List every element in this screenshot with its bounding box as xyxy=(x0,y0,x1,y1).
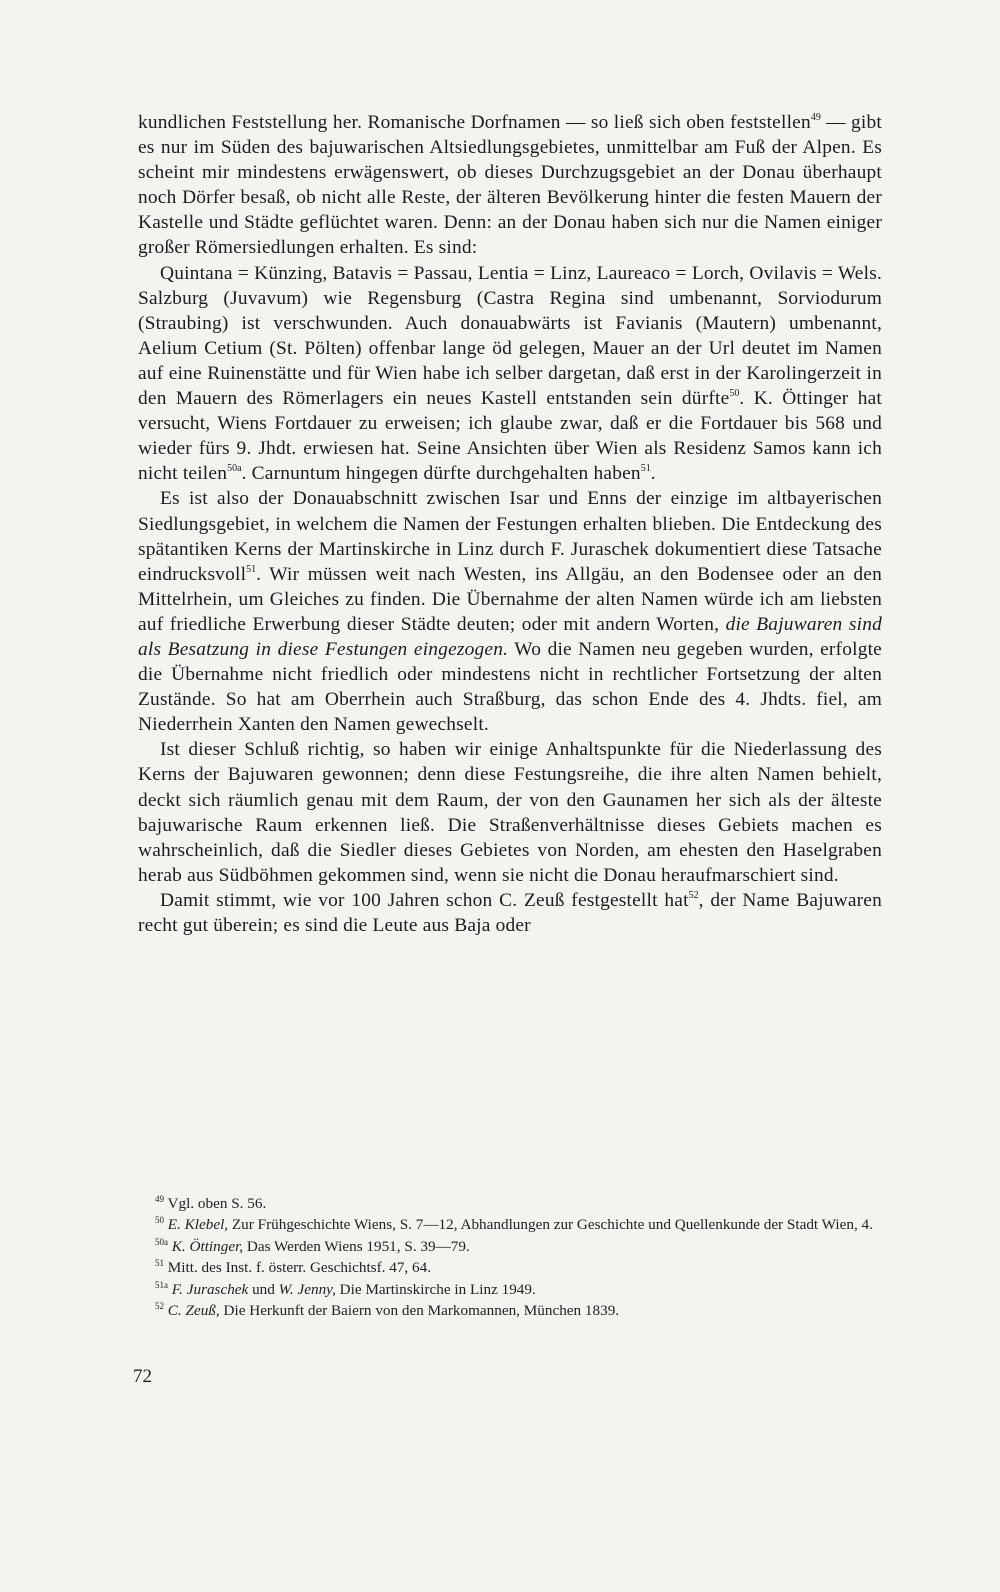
paragraph xyxy=(138,110,882,261)
text-run: . Carnuntum hingegen dürfte durchgehalten haben xyxy=(241,463,641,485)
footnote-ref: 51 xyxy=(640,463,651,475)
footnote-ref: 52 xyxy=(688,889,699,901)
footnote-ref: 49 xyxy=(810,112,821,123)
page-number: 72 xyxy=(133,1366,152,1387)
text-run: Das Werden Wiens 1951, S. 39—79. xyxy=(243,1237,470,1255)
text-run: — gibt es nur im Süden des bajuwarischen Altsiedlungsgebietes, unmittelbar am Fuß der Alpen. Es scheint mir mindestens erwägenswert, ob dieses Durchzugsgebiet an der Donau überhaupt noch Dörfer besaß, ob nicht alle Reste, der älteren Bevölkerung hinter die festen Mauern der Kastelle und Städte geflüchtet waren. Denn: an der Donau haben sich nur die Namen einiger großer Römersiedlungen erhalten. Es sind: xyxy=(138,112,882,259)
text-run: Wo die Namen neu gegeben wurden, erfolgte die Übernahme nicht friedlich oder mindestens nicht in rechtlicher Fortsetzung der alten Zustände. So hat am Oberrhein auch Straßburg, das schon Ende des 4. Jhdts. fiel, am Niederrhein Xanten den Namen gewechselt. xyxy=(138,638,882,736)
text-run: Vgl. oben S. 56. xyxy=(164,1195,267,1212)
emphasis: E. Klebel, xyxy=(164,1216,229,1234)
page-body xyxy=(138,110,882,938)
text-run: . K. Öttinger hat versucht, Wiens Fortdauer zu erweisen; ich glaube zwar, daß er die Fortdauer bis 568 und wieder fürs 9. Jhdt. erwiesen hat. Seine Ansichten über Wien als Residenz Samos kann ich nicht teilen xyxy=(138,388,883,485)
emphasis: die Bajuwaren sind als Besatzung in diese Festungen eingezogen. xyxy=(138,613,882,660)
text-run: Quintana = Künzing, Batavis = Passau, Lentia = Linz, Laureaco = Lorch, Ovilavis = Wels. Salzburg (Juvavum) wie Regensburg (Castra Regina sind umbenannt, Sorviodurum (Straubing) ist verschwunden. Auch donauabwärts ist Favianis (Mautern) umbenannt, Aelium Cetium (St. Pölten) offenbar lange öd gelegen, Mauer an der Url deutet im Namen auf eine Ruinenstätte und für Wien habe ich selber dargetan, daß erst in der Karolingerzeit in den Mauern des Römerlagers ein neues Kastell entstanden sein dürfte xyxy=(138,262,882,410)
footnote-ref: 50a xyxy=(227,463,242,475)
footnote-ref: 51 xyxy=(246,563,257,575)
footnote-number: 51a xyxy=(155,1279,168,1290)
footnote-number: 50 xyxy=(155,1215,164,1226)
emphasis: C. Zeuß, xyxy=(164,1302,220,1320)
text-run: Mitt. des Inst. f. österr. Geschichtsf. 47, 64. xyxy=(164,1259,432,1277)
footnote-number: 51 xyxy=(155,1258,164,1269)
footnote xyxy=(138,1279,882,1300)
body-text xyxy=(138,110,882,938)
paragraph xyxy=(138,888,882,938)
text-run: Es ist also der Donauabschnitt zwischen Isar und Enns der einzige im altbayerischen Siedlungsgebiet, in welchem die Namen der Festungen erhalten blieben. Die Entdeckung des spätantiken Kerns der Martinskirche in Linz durch F. Juraschek dokumentiert diese Tatsache eindrucksvoll xyxy=(138,488,882,585)
footnote xyxy=(138,1257,882,1278)
emphasis: W. Jenny, xyxy=(278,1280,336,1298)
text-run: . Wir müssen weit nach Westen, ins Allgäu, an den Bodensee oder an den Mittelrhein, um Gleiches zu finden. Die Übernahme der alten Namen würde ich am liebsten auf friedliche Erwerbung dieser Städte deuten; oder mit andern Worten, xyxy=(138,563,882,635)
text-run: Die Herkunft der Baiern von den Markomannen, München 1839. xyxy=(219,1302,620,1320)
emphasis: K. Öttinger, xyxy=(168,1237,244,1255)
footnote-ref: 50 xyxy=(729,388,740,400)
paragraph xyxy=(138,737,882,888)
text-run: . xyxy=(650,463,656,485)
text-run: Damit stimmt, wie vor 100 Jahren schon C. Zeuß festgestellt hat xyxy=(160,889,689,911)
paragraph xyxy=(138,261,882,487)
footnote xyxy=(138,1236,882,1257)
footnote-number: 50a xyxy=(155,1236,168,1247)
text-run: Die Martinskirche in Linz 1949. xyxy=(335,1280,536,1298)
text-run: und xyxy=(248,1280,279,1298)
text-run: Ist dieser Schluß richtig, so haben wir einige Anhaltspunkte für die Niederlassung des Kerns der Bajuwaren gewonnen; denn diese Festungsreihe, die ihre alten Namen behielt, deckt sich räumlich genau mit dem Raum, der von den Gaunamen her sich als der älteste bajuwarische Raum erkennen ließ. Die Straßenverhältnisse dieses Gebiets machen es wahrscheinlich, daß die Siedler dieses Gebietes von Norden, am ehesten den Haselgraben herab aus Südböhmen gekommen sind, wenn sie nicht die Donau heraufmarschiert sind. xyxy=(138,739,882,886)
footnote xyxy=(138,1214,882,1235)
text-run: Zur Frühgeschichte Wiens, S. 7—12, Abhandlungen zur Geschichte und Quellenkunde der Stadt Wien, 4. xyxy=(228,1216,873,1234)
footnote xyxy=(138,1300,882,1321)
footnote xyxy=(138,1193,882,1214)
text-run: kundlichen Feststellung her. Romanische Dorfnamen — so ließ sich oben feststellen xyxy=(138,112,811,133)
footnote-number: 49 xyxy=(155,1194,164,1204)
footnotes xyxy=(138,1193,882,1321)
footnote-number: 52 xyxy=(155,1301,164,1312)
emphasis: F. Juraschek xyxy=(168,1280,249,1298)
paragraph xyxy=(138,486,882,737)
text-run: , der Name Bajuwaren recht gut überein; es sind die Leute aus Baja oder xyxy=(138,889,882,936)
